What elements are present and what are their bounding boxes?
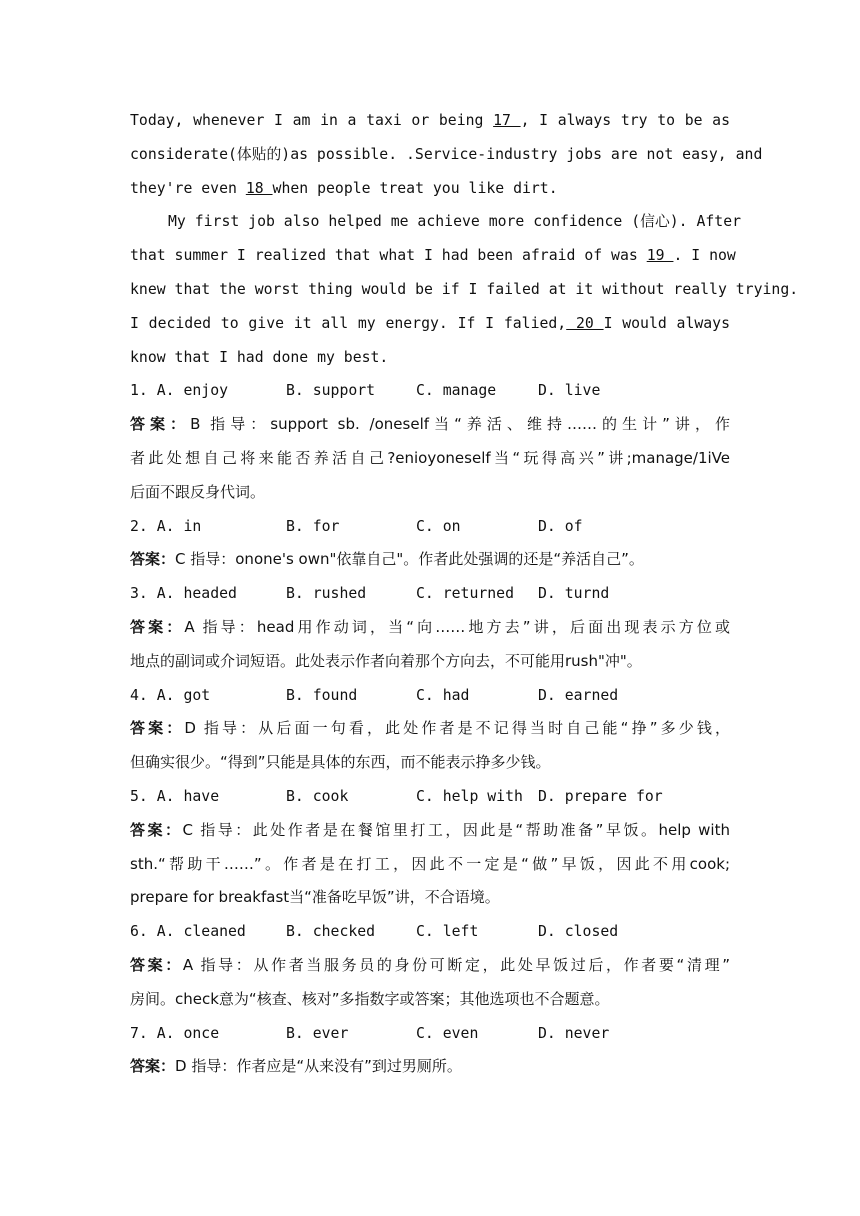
option-d: D. turnd xyxy=(538,585,610,603)
passage-line: knew that the worst thing would be if I failed at it without really trying. xyxy=(130,280,799,298)
option-c: C. on xyxy=(416,517,461,535)
answer-text: C 指导：此处作者是在餐馆里打工，因此是“帮助准备”早饭。help with xyxy=(182,820,730,839)
answer-explanation: 地点的副词或介词短语。此处表示作者向着那个方向去，不可能用rush"冲"。 xyxy=(130,651,642,670)
option-b: B. checked xyxy=(286,923,376,941)
option-c: C. even xyxy=(416,1024,479,1042)
option-d: D. earned xyxy=(538,686,619,704)
answer-label: 答案： xyxy=(130,415,191,434)
question-options xyxy=(130,915,730,949)
document-body xyxy=(130,104,799,1084)
question-number: 6. xyxy=(130,923,148,941)
answer-explanation: 后面不跟反身代词。 xyxy=(130,482,266,501)
option-b: B. found xyxy=(286,686,358,704)
option-a: A. have xyxy=(156,787,220,805)
passage-line xyxy=(130,239,736,273)
passage-text: , I always try to be as xyxy=(520,112,730,129)
question-number: 2. xyxy=(130,517,148,535)
question-options xyxy=(130,1017,730,1051)
option-d: D. never xyxy=(538,1024,610,1042)
option-a: A. enjoy xyxy=(156,382,229,400)
passage-text: when people treat you like dirt. xyxy=(272,179,558,197)
question-options xyxy=(130,374,730,408)
option-c: C. help with xyxy=(416,787,523,805)
answer-explanation: 但确实很少。“得到”只能是具体的东西，而不能表示挣多少钱。 xyxy=(130,753,551,772)
passage-line: My first job also helped me achieve more confidence (信心). After xyxy=(168,213,742,231)
option-b: B. cook xyxy=(286,787,349,805)
option-a: A. once xyxy=(156,1024,220,1042)
passage-line xyxy=(130,172,730,206)
option-b: B. rushed xyxy=(286,585,367,603)
answer-label: 答案： xyxy=(130,550,176,569)
passage-line xyxy=(130,307,730,341)
answer-explanation xyxy=(130,408,730,442)
answer-text: D 指导：从后面一句看，此处作者是不记得当时自己能“挣”多少钱， xyxy=(184,719,730,738)
answer-text: B 指导：support sb. /oneself当“养活、维持……的生计”讲，作 xyxy=(190,415,730,434)
option-d: D. prepare for xyxy=(538,787,663,805)
answer-explanation: 房间。check意为“核查、核对”多指数字或答案；其他选项也不合题意。 xyxy=(130,989,610,1008)
answer-label: 答案： xyxy=(130,955,183,974)
answer-text: A 指导：从作者当服务员的身份可断定，此处早饭过后，作者要“清理” xyxy=(182,955,730,974)
answer-text: A 指导：head用作动词，当“向……地方去”讲，后面出现表示方位或 xyxy=(184,617,730,636)
option-a: A. got xyxy=(156,686,211,704)
passage-text: they're even xyxy=(130,179,246,197)
answer-label: 答案： xyxy=(130,719,185,738)
answer-label: 答案： xyxy=(130,820,183,839)
answer-text: D 指导：作者应是“从来没有”到过男厕所。 xyxy=(175,1057,462,1076)
passage-text: that summer I realized that what I had been afraid of was xyxy=(130,247,647,265)
option-d: D. closed xyxy=(538,923,619,941)
option-a: A. in xyxy=(156,517,202,535)
question-number: 7. xyxy=(130,1024,148,1042)
option-a: A. headed xyxy=(156,585,237,603)
blank-18: 18 xyxy=(245,179,273,197)
option-b: B. support xyxy=(286,382,376,400)
answer-label: 答案： xyxy=(130,1057,176,1076)
option-c: C. left xyxy=(416,923,479,941)
question-options xyxy=(130,510,730,544)
option-d: D. live xyxy=(538,382,601,400)
passage-line: considerate(体贴的)as possible. .Service-industry jobs are not easy, and xyxy=(130,145,763,163)
option-c: C. had xyxy=(416,686,470,704)
answer-explanation xyxy=(130,611,730,645)
question-options xyxy=(130,577,730,611)
answer-explanation xyxy=(130,1050,730,1084)
blank-20: 20 xyxy=(566,314,604,332)
question-options xyxy=(130,780,730,814)
answer-explanation xyxy=(130,814,730,848)
question-number: 1. xyxy=(130,382,148,400)
passage-text: Today, whenever I am in a taxi or being xyxy=(130,112,494,129)
question-number: 3. xyxy=(130,585,148,603)
answer-label: 答案： xyxy=(130,617,185,636)
option-d: D. of xyxy=(538,517,583,535)
answer-explanation: sth.“帮助干……”。作者是在打工，因此不一定是“做”早饭，因此不用cook; xyxy=(130,854,730,873)
answer-explanation xyxy=(130,949,730,983)
answer-explanation xyxy=(130,712,730,746)
passage-line: know that I had done my best. xyxy=(130,348,389,366)
question-number: 5. xyxy=(130,787,148,805)
question-options xyxy=(130,679,730,713)
passage-text: . I now xyxy=(673,247,736,265)
option-b: B. for xyxy=(286,517,340,535)
option-b: B. ever xyxy=(286,1024,349,1042)
question-number: 4. xyxy=(130,686,148,704)
answer-explanation: 者此处想自己将来能否养活自己?enioyoneself当“玩得高兴”讲;manage/1iVe xyxy=(130,448,730,467)
option-c: C. manage xyxy=(416,382,497,400)
answer-text: C 指导：onone's own"依靠自己"。作者此处强调的还是“养活自己”。 xyxy=(175,550,644,569)
passage-line xyxy=(130,104,730,138)
passage-text: I decided to give it all my energy. If I falied, xyxy=(130,314,567,332)
answer-explanation xyxy=(130,543,730,577)
blank-19: 19 xyxy=(646,247,674,265)
option-c: C. returned xyxy=(416,585,514,603)
answer-explanation: prepare for breakfast当“准备吃早饭”讲，不合语境。 xyxy=(130,888,500,907)
option-a: A. cleaned xyxy=(156,923,246,941)
blank-17: 17 xyxy=(493,112,521,129)
passage-text: I would always xyxy=(603,314,730,332)
